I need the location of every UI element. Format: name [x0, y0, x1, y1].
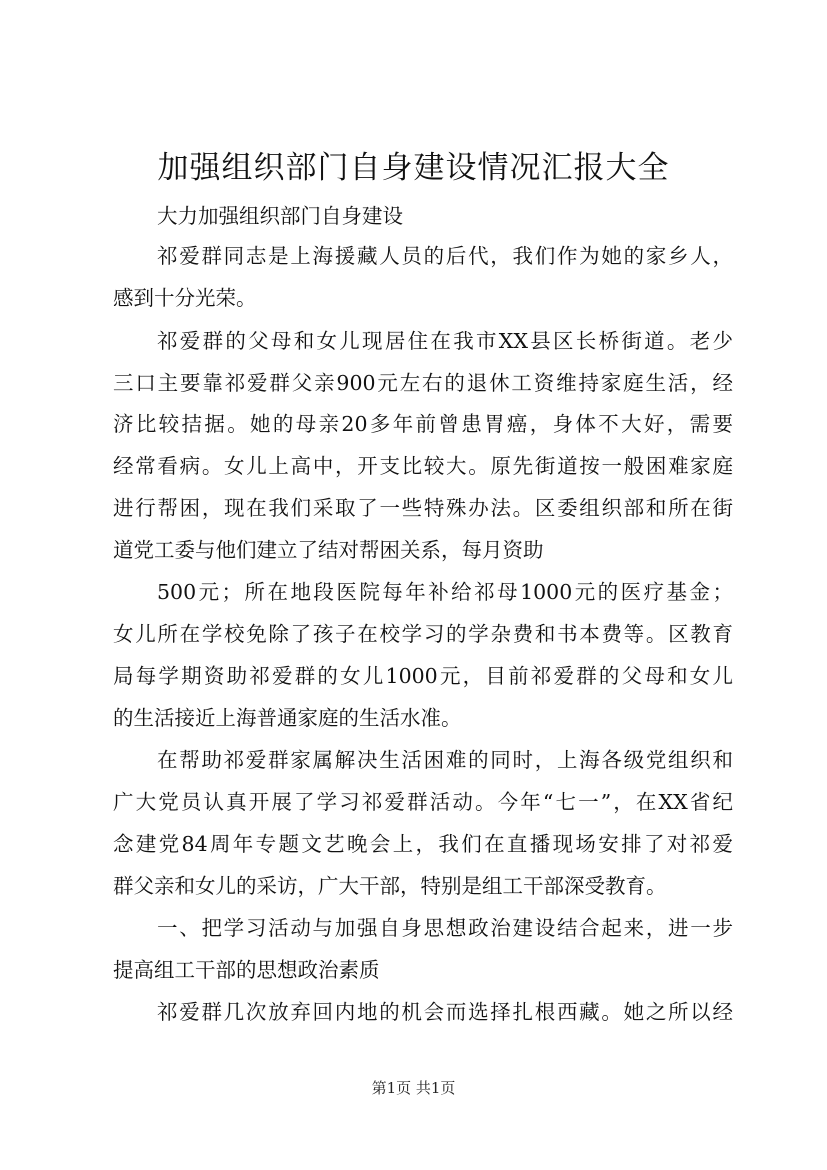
paragraph-line: 女儿所在学校免除了孩子在校学习的学杂费和书本费等。区教育: [113, 622, 733, 646]
section-heading: 提高组工干部的思想政治素质: [113, 958, 380, 982]
paragraph-line: 的生活接近上海普通家庭的生活水准。: [113, 706, 462, 730]
paragraph-line: 进行帮困，现在我们采取了一些特殊办法。区委组织部和所在街: [113, 496, 733, 520]
paragraph-line: 祁爱群几次放弃回内地的机会而选择扎根西藏。她之所以经: [157, 1000, 733, 1024]
paragraph-line: 广大党员认真开展了学习祁爱群活动。今年“七一”，在XX省纪: [113, 790, 733, 814]
page-footer: 第1页 共1页: [371, 1079, 456, 1097]
paragraph-line: 在帮助祁爱群家属解决生活困难的同时，上海各级党组织和: [157, 748, 733, 772]
paragraph-line: 经常看病。女儿上高中，开支比较大。原先街道按一般困难家庭: [113, 454, 733, 478]
section-heading: 一、把学习活动与加强自身思想政治建设结合起来，进一步: [157, 916, 733, 940]
paragraph-line: 道党工委与他们建立了结对帮困关系，每月资助: [113, 538, 544, 562]
paragraph-line: 济比较拮据。她的母亲20多年前曾患胃癌，身体不大好，需要: [113, 412, 733, 436]
paragraph-line: 群父亲和女儿的采访，广大干部，特别是组工干部深受教育。: [113, 874, 667, 898]
document-title: 加强组织部门自身建设情况汇报大全: [157, 150, 670, 186]
section-heading: 大力加强组织部门自身建设: [157, 204, 403, 228]
paragraph-line: 感到十分光荣。: [113, 286, 257, 310]
paragraph-line: 祁爱群的父母和女儿现居住在我市XX县区长桥街道。老少: [157, 329, 733, 353]
paragraph-line: 500元；所在地段医院每年补给祁母1000元的医疗基金；: [157, 580, 733, 604]
paragraph-line: 念建党84周年专题文艺晚会上，我们在直播现场安排了对祁爱: [113, 832, 733, 856]
paragraph-line: 局每学期资助祁爱群的女儿1000元，目前祁爱群的父母和女儿: [113, 664, 733, 688]
paragraph-line: 三口主要靠祁爱群父亲900元左右的退休工资维持家庭生活，经: [113, 371, 733, 395]
paragraph-line: 祁爱群同志是上海援藏人员的后代，我们作为她的家乡人，: [157, 244, 733, 268]
